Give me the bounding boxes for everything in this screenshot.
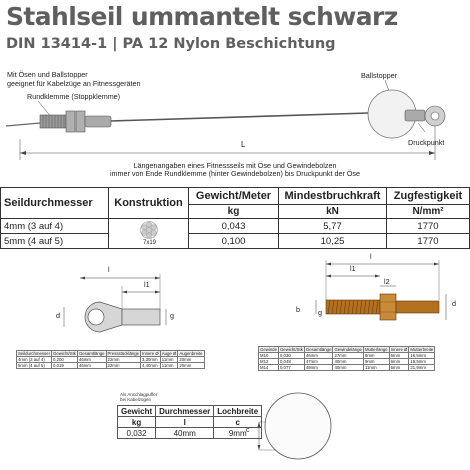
ball-caption-line2: bei Kabelzügen <box>120 397 152 402</box>
cable-description-line2: geeignet für Kabelzüge an Fitnessgeräten <box>7 79 141 88</box>
ball-diameter: 40mm <box>156 428 214 439</box>
header-mindestbruchkraft: Mindestbruchkraft <box>279 188 387 205</box>
table-row <box>1 234 470 249</box>
eye-cell: 22mm <box>106 363 141 369</box>
bolt-dim-l: l <box>370 252 372 261</box>
bolt-cell: 18,5mm <box>409 359 435 365</box>
bolt-cell: 8mm <box>363 353 389 359</box>
bolt-cell: 49mm <box>304 365 333 371</box>
table-row <box>17 363 205 369</box>
ball-weight: 0,032 <box>118 428 156 439</box>
row1-diameter: 4mm (3 auf 4) <box>1 219 109 234</box>
construction-label: 7x19 <box>143 240 157 246</box>
eye-cell: 20mm <box>178 357 204 363</box>
rundklemme-label: Rundklemme (Stoppklemme) <box>27 92 121 101</box>
eye-cell: 3,30mm <box>141 357 161 363</box>
eye-fitting-table <box>16 350 205 369</box>
cable-description-line1: Mit Ösen und Ballstopper <box>7 70 88 79</box>
row2-weight: 0,100 <box>189 234 279 249</box>
unit-nmm2: N/mm² <box>387 205 470 219</box>
cable-drawing <box>0 60 470 170</box>
eye-cell: 20mm <box>178 363 204 369</box>
eye-cell: 11mm <box>160 357 178 363</box>
eye-dim-g: g <box>170 311 174 320</box>
bolt-cell: 46mm <box>304 353 333 359</box>
bolt-cell: 0,030 <box>278 353 304 359</box>
bolt-cell: 9mm <box>363 359 389 365</box>
bolt-th-1: Gewicht/Stk <box>279 347 303 352</box>
bolt-cell: 21,9mm <box>409 365 435 371</box>
ball-dim-c: c <box>246 425 250 434</box>
ball-hole-width: 9mm <box>214 428 262 439</box>
eye-th-2: Gesamtlänge <box>78 351 105 356</box>
bolt-cell: 27mm <box>333 353 363 359</box>
ball-drawing <box>255 388 345 468</box>
page-subtitle: DIN 13414-1 | PA 12 Nylon Beschichtung <box>6 36 336 52</box>
bolt-dim-l1: l1 <box>350 264 356 273</box>
eye-cell: 0,200 <box>52 357 78 363</box>
length-note-line2: immer von Ende Rundklemme (hinter Gewindebolzen) bis Druckpunkt der Öse <box>109 169 361 178</box>
ball-th-gewicht: Gewicht <box>118 406 156 417</box>
header-seildurchmesser: Seildurchmesser <box>1 188 109 219</box>
row1-weight: 0,043 <box>189 219 279 234</box>
bolt-cell: 16,5mm <box>409 353 435 359</box>
eye-cell: 4mm (3 auf 4) <box>17 357 52 363</box>
eye-dim-l: l <box>108 265 110 274</box>
wire-cross-section-icon <box>139 221 159 239</box>
eye-th-1: Gewicht/Stk <box>53 351 76 356</box>
bolt-cell: 6mm <box>389 365 409 371</box>
row1-force: 5,77 <box>279 219 387 234</box>
ball-unit-kg: kg <box>118 417 156 428</box>
bolt-cell: 0,048 <box>278 359 304 365</box>
eye-cell: 46mm <box>77 363 106 369</box>
bolt-dim-d: d <box>452 299 456 308</box>
bolt-cell: M12 <box>259 359 279 365</box>
eye-th-4: Innere Ø <box>142 351 159 356</box>
eye-fitting-drawing <box>60 265 170 348</box>
row2-strength: 1770 <box>387 234 470 249</box>
bolt-cell: 0,077 <box>278 365 304 371</box>
length-l-label: L <box>241 140 246 149</box>
eye-cell: 5mm (4 auf 5) <box>17 363 52 369</box>
bolt-dim-g: g <box>318 308 322 317</box>
bolt-cell: 47mm <box>304 359 333 365</box>
bolt-cell: 40mm <box>333 365 363 371</box>
unit-kn: kN <box>279 205 387 219</box>
eye-cell: 46mm <box>77 357 106 363</box>
eye-th-6: Augenbreite <box>179 351 203 356</box>
bolt-cell: 6mm <box>389 353 409 359</box>
bolt-cell: M10 <box>259 353 279 359</box>
eye-dim-l1: l1 <box>144 280 150 289</box>
row2-force: 10,25 <box>279 234 387 249</box>
bolt-th-3: Gewindelänge <box>334 347 362 352</box>
eye-th-0: Seildurchmesser <box>18 351 51 356</box>
ball-table <box>117 405 262 439</box>
bolt-cell: 11mm <box>363 365 389 371</box>
header-zugfestigkeit: Zugfestigkeit <box>387 188 470 205</box>
eye-cell: 4,40mm <box>141 363 161 369</box>
eye-dim-d: d <box>56 311 60 320</box>
bolt-th-4: Mutterlänge <box>364 347 388 352</box>
bolt-cell: M14 <box>259 365 279 371</box>
eye-cell: 22mm <box>106 357 141 363</box>
bolt-th-2: Gesamtlänge <box>305 347 332 352</box>
table-row <box>118 428 262 439</box>
bolt-dim-l2: l2 <box>384 277 390 286</box>
ballstopper-label: Ballstopper <box>361 71 397 80</box>
specification-table <box>0 187 470 249</box>
bolt-fitting-drawing <box>256 254 456 334</box>
header-gewicht-meter: Gewicht/Meter <box>189 188 279 205</box>
eye-cell: 0,019 <box>52 363 78 369</box>
eye-th-5: Auge Ø <box>161 351 177 356</box>
eye-th-3: Pressstücklänge <box>107 351 140 356</box>
bolt-dim-b: b <box>296 305 300 314</box>
ball-unit-c: c <box>214 417 262 428</box>
ball-th-lochbreite: Lochbreite <box>214 406 262 417</box>
table-row <box>1 219 470 234</box>
unit-kg: kg <box>189 205 279 219</box>
bolt-cell: 40mm <box>333 359 363 365</box>
row1-strength: 1770 <box>387 219 470 234</box>
table-row <box>259 365 435 371</box>
ball-unit-l: l <box>156 417 214 428</box>
bolt-cell: 6mm <box>389 359 409 365</box>
header-konstruktion: Konstruktion <box>109 188 189 219</box>
bolt-th-6: Mutterbreite <box>410 347 434 352</box>
page-title: Stahlseil ummantelt schwarz <box>6 2 398 31</box>
row2-diameter: 5mm (4 auf 5) <box>1 234 109 249</box>
ball-th-durchmesser: Durchmesser <box>156 406 214 417</box>
length-note-line1: Längenangaben eines Fitnessseils mit Öse und Gewindebolzen <box>133 161 337 170</box>
bolt-fitting-table <box>258 346 435 371</box>
eye-cell: 11mm <box>160 363 178 369</box>
construction-cell <box>109 219 189 249</box>
bolt-th-5: Innere Ø <box>390 347 408 352</box>
bolt-th-0: Gewinde <box>260 347 277 352</box>
druckpunkt-label: Druckpunkt <box>408 138 445 147</box>
ball-caption-line1: Als Anschlagpuffer <box>120 392 158 397</box>
